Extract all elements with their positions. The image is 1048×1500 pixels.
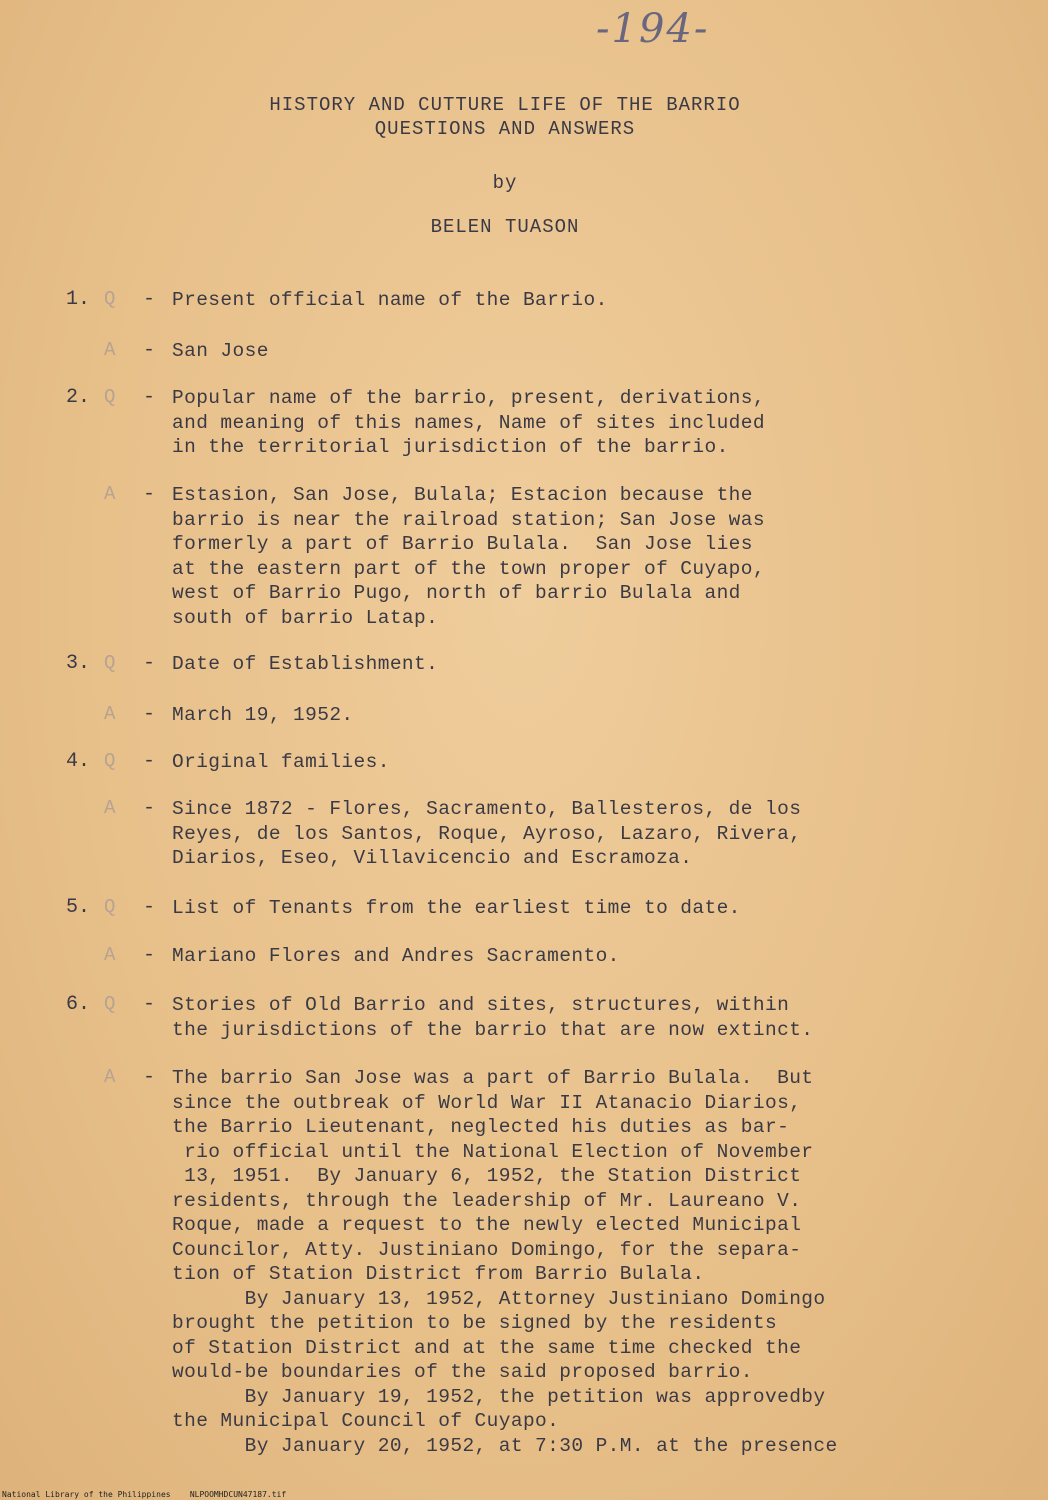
question-mark: Q xyxy=(104,652,116,674)
dash: - xyxy=(143,652,156,675)
byline-label: by xyxy=(492,172,518,194)
answer-mark: A xyxy=(104,797,116,819)
dash: - xyxy=(143,944,156,967)
question-text: Date of Establishment. xyxy=(172,653,439,675)
answer-text: The barrio San Jose was a part of Barrio Bulala. But since the outbreak of World War II Atanacio Diarios, the Barrio Lieutenant, neglected his duties as bar- rio official until the National Election of November 13, 1951. By January 6, 1952, the Station District residents, through the leadership of Mr. Laureano V. Roque, made a request to the newly elected Municipal Councilor, Atty. Justiniano Domingo, for the separa- tion of Station District from Barrio Bulala. By January 13, 1952, Attorney Justiniano Domingo brought the petition to be signed by the residents of Station District and at the same time checked the would-be boundaries of the said proposed barrio. By January 19, 1952, the petition was approvedby the Municipal Council of Cuyapo. By January 20, 1952, at 7:30 P.M. at the presence xyxy=(172,1067,838,1457)
footer-caption: National Library of the Philippines NLPOOMHDCUN47187.tif xyxy=(2,1490,287,1499)
document-title: HISTORY AND CUTTURE LIFE OF THE BARRIO xyxy=(269,94,741,116)
question-mark: Q xyxy=(104,288,116,310)
dash: - xyxy=(143,896,156,919)
item-number: 1. xyxy=(66,288,91,311)
item-number: 2. xyxy=(66,386,91,409)
question-mark: Q xyxy=(104,896,116,918)
dash: - xyxy=(143,703,156,726)
question-mark: Q xyxy=(104,750,116,772)
item-number: 4. xyxy=(66,750,91,773)
dash: - xyxy=(143,483,156,506)
answer-mark: A xyxy=(104,483,116,505)
question-text: Present official name of the Barrio. xyxy=(172,289,608,311)
question-text: Stories of Old Barrio and sites, structures, within the jurisdictions of the barrio that are now extinct. xyxy=(172,994,814,1041)
item-number: 6. xyxy=(66,993,91,1016)
answer-text: Since 1872 - Flores, Sacramento, Ballesteros, de los Reyes, de los Santos, Roque, Ayroso, Lazaro, Rivera, Diarios, Eseo, Villavicencio and Escramoza. xyxy=(172,798,802,869)
dash: - xyxy=(143,288,156,311)
question-text: Popular name of the barrio, present, derivations, and meaning of this names, Name of sites included in the territorial jurisdiction of the barrio. xyxy=(172,387,765,458)
page-number: -194- xyxy=(596,6,710,52)
dash: - xyxy=(143,750,156,773)
item-number: 5. xyxy=(66,896,91,919)
answer-mark: A xyxy=(104,339,116,361)
dash: - xyxy=(143,797,156,820)
answer-text: Mariano Flores and Andres Sacramento. xyxy=(172,945,620,967)
question-mark: Q xyxy=(104,993,116,1015)
question-text: Original families. xyxy=(172,751,390,773)
answer-mark: A xyxy=(104,1066,116,1088)
question-text: List of Tenants from the earliest time to date. xyxy=(172,897,741,919)
author-name: BELEN TUASON xyxy=(430,216,580,238)
document-subtitle: QUESTIONS AND ANSWERS xyxy=(374,118,636,140)
item-number: 3. xyxy=(66,652,91,675)
dash: - xyxy=(143,1066,156,1089)
answer-text: Estasion, San Jose, Bulala; Estacion because the barrio is near the railroad station; San Jose was formerly a part of Barrio Bulala. San Jose lies at the eastern part of the town proper of Cuyapo, west of Barrio Pugo, north of barrio Bulala and south of barrio Latap. xyxy=(172,484,765,629)
answer-mark: A xyxy=(104,944,116,966)
question-mark: Q xyxy=(104,386,116,408)
dash: - xyxy=(143,386,156,409)
answer-text: March 19, 1952. xyxy=(172,704,354,726)
dash: - xyxy=(143,339,156,362)
answer-text: San Jose xyxy=(172,340,269,362)
answer-mark: A xyxy=(104,703,116,725)
dash: - xyxy=(143,993,156,1016)
